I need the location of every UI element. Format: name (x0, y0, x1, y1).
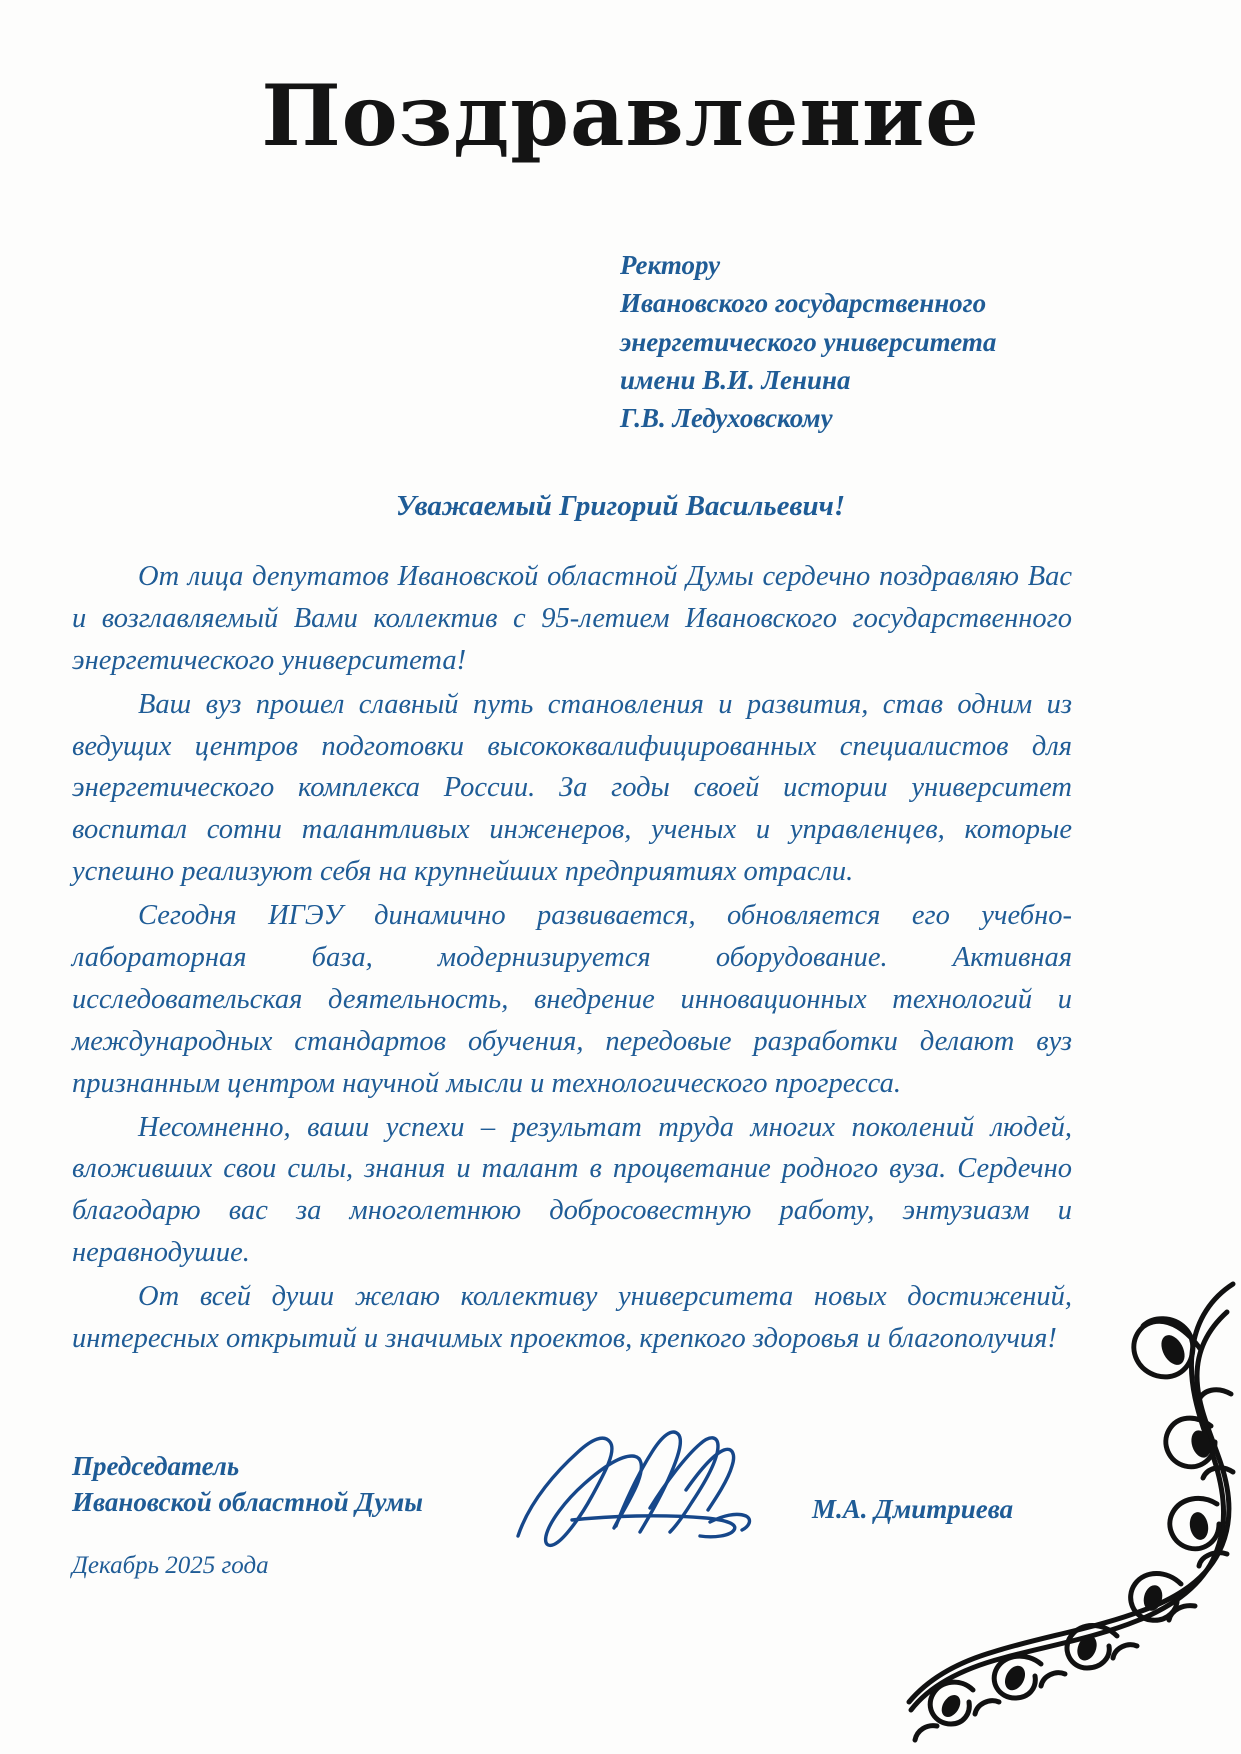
signatory-role-line-1: Председатель (72, 1451, 240, 1481)
addressee-line-4: имени В.И. Ленина (620, 364, 851, 395)
paragraph: Ваш вуз прошел славный путь становления и развития, став одним из ведущих центров подготовки высококвалифицированных специалистов для энергетического комплекса России. За годы своей истории университет воспитал сотни талантливых инженеров, ученых и управленцев, которые успешно реализуют себя на крупнейших предприятиях отрасли. (72, 688, 1072, 888)
salutation: Уважаемый Григорий Васильевич! (395, 490, 846, 522)
addressee-block (620, 246, 1180, 438)
addressee-line-5: Г.В. Ледуховскому (620, 403, 833, 434)
paragraph: От всей души желаю коллективу университета новых достижений, интересных открытий и значимых проектов, крепкого здоровья и благополучия! (72, 1281, 1072, 1355)
paragraph: Несомненно, ваши успехи – результат труда многих поколений людей, вложивших свои силы, знания и талант в процветание родного вуза. Сердечно благодарю вас за многолетнюю добросовестную работу, энтузиазм и неравнодушие. (72, 1111, 1072, 1269)
paragraph: От лица депутатов Ивановской областной Думы сердечно поздравляю Вас и возглавляемый Вами коллектив с 95-летием Ивановского государственного энергетического университета! (72, 561, 1072, 676)
body-text (72, 556, 1072, 1362)
addressee-line-2: Ивановского государственного (620, 288, 987, 319)
handwritten-signature-icon (500, 1404, 800, 1564)
page-title: Поздравление (261, 66, 980, 165)
addressee-line-3: энергетического университета (620, 326, 997, 357)
signatory-name: М.А. Дмитриева (812, 1494, 1014, 1524)
signatory-role (72, 1448, 423, 1521)
addressee-line-1: Ректору (620, 250, 721, 280)
document-date: Декабрь 2025 года (72, 1552, 269, 1579)
signatory-role-line-2: Ивановской областной Думы (72, 1487, 424, 1518)
paragraph: Сегодня ИГЭУ динамично развивается, обновляется его учебно-лабораторная база, модернизируется оборудование. Активная исследовательская деятельность, внедрение инновационных технологий и международных стандартов обучения, передовые разработки делают вуз признанным центром научной мысли и технологического прогресса. (72, 900, 1072, 1099)
